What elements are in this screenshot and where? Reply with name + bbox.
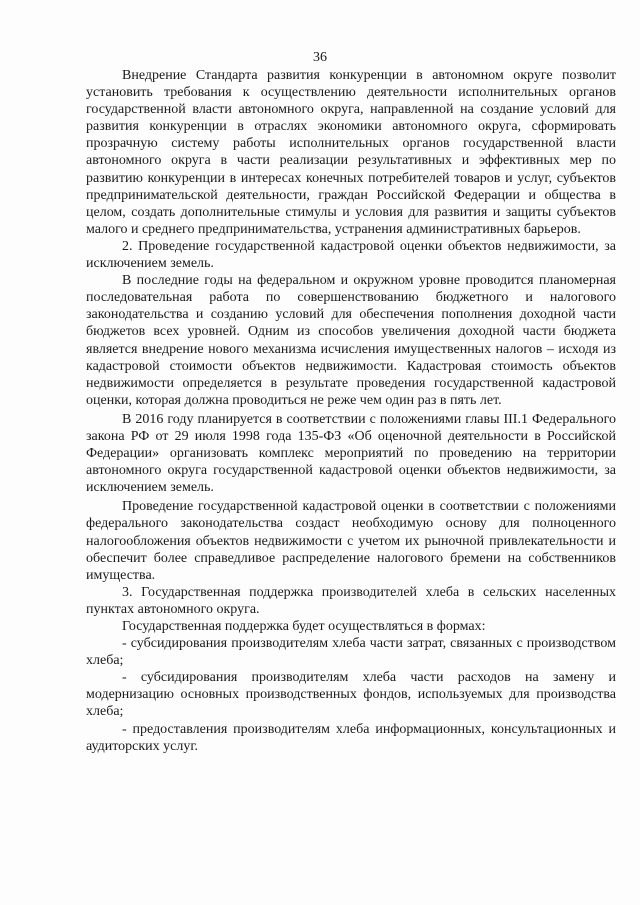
paragraph-support-forms: Государственная поддержка будет осуществляться в формах:	[122, 619, 486, 634]
list-item-consulting-services: - предоставления производителям хлеба информационных, консультационных и аудиторских услуг.	[86, 721, 616, 754]
paragraph-plan-2016: В 2016 году планируется в соответствии с положениями главы III.1 Федерального закона РФ от 29 июля 1998 года 135-ФЗ «Об оценочной деятельности в Российской Федерации» организовать комплекс мероприятий по проведению на территории автономного округа государственной кадастровой оценки объектов недвижимости, за исключением земель.	[86, 411, 616, 496]
paragraph-heading-cadastral-valuation: 2. Проведение государственной кадастровой оценки объектов недвижимости, за исключением земель.	[86, 238, 616, 272]
paragraph-valuation-effect: Проведение государственной кадастровой оценки в соответствии с положениями федерального законодательства создаст необходимую основу для полноценного налогообложения объектов недвижимости с учетом их рыночной привлекательности и обеспечит более справедливое распределение налогового бремени на собственников имущества.	[86, 499, 616, 583]
page-number: 36	[313, 50, 327, 65]
paragraph-competition-standard: Внедрение Стандарта развития конкуренции в автономном округе позволит установить требования к осуществлению деятельности исполнительных органов государственной власти автономного округа, направленной на создание условий для развития конкуренции в отраслях экономики автономного округа, сформировать прозрачную систему работы исполнительных органов государственной власти автономного округа в части реализации результативных и эффективных мер по развитию конкуренции в интересах конечных потребителей товаров и услуг, субъектов предпринимательской деятельности, граждан Российской Федерации и общества в целом, создать дополнительные стимулы и условия для развития и защиты субъектов малого и среднего предпринимательства, устранения административных барьеров.	[86, 68, 616, 237]
document-body	[86, 67, 616, 755]
list-item-subsidy-costs: - субсидирования производителям хлеба части затрат, связанных с производством хлеба;	[86, 636, 616, 669]
list-item-subsidy-modernization: - субсидирования производителям хлеба части расходов на замену и модернизацию основных производственных фондов, используемых для производства хлеба;	[86, 670, 616, 720]
paragraph-heading-bread-support: 3. Государственная поддержка производителей хлеба в сельских населенных пунктах автономного округа.	[86, 584, 616, 617]
paragraph-budget-work: В последние годы на федеральном и окружном уровне проводится планомерная последовательная работа по совершенствованию бюджетного и налогового законодательства и созданию условий для обеспечения пополнения доходной части бюджетов всех уровней. Одним из способов увеличения доходной части бюджета является внедрение нового механизма исчисления имущественных налогов – исходя из кадастровой стоимости объектов недвижимости. Кадастровая стоимость объектов недвижимости определяется в результате проведения государственной кадастровой оценки, которая должна проводиться не реже чем один раз в пять лет.	[86, 273, 616, 408]
